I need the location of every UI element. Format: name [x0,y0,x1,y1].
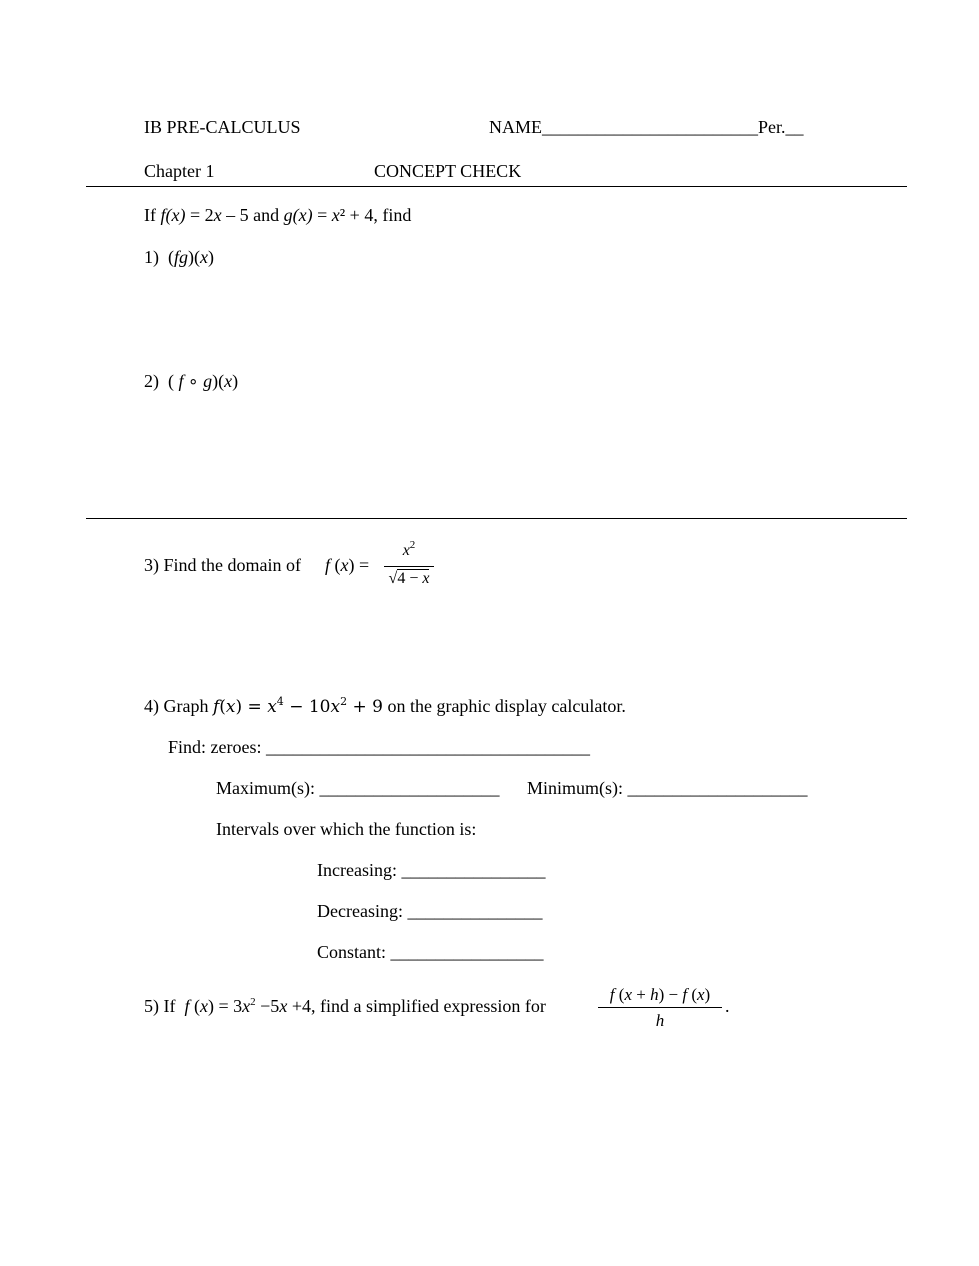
minimum-field: Minimum(s): ____________________ [527,778,808,798]
zeroes-field: Find: zeroes: ____________________________________ [168,737,590,757]
maximum-field: Maximum(s): ____________________ [216,778,500,798]
header-divider [86,186,907,187]
question-5-period: . [725,996,730,1016]
decreasing-field: Decreasing: _______________ [317,901,543,921]
increasing-field: Increasing: ________________ [317,860,546,880]
question-3-function: f (x) = [325,555,370,575]
question-3-numerator: $x^2$ [402,539,416,559]
constant-field: Constant: _________________ [317,942,544,962]
intervals-label: Intervals over which the function is: [216,819,477,839]
question-5: 5) If f $(x) = 3x^2 -5x +4$, find a simplified expression for [144,996,546,1016]
question-3-text: 3) Find the domain of [144,555,301,575]
question-5-denominator: h [655,1011,665,1030]
question-3-fraction-bar [384,566,434,567]
question-4: 4) Graph $f(x) = x^4 - 10x^2 + 9$ on the graphic display calculator. [144,695,626,717]
page-title: CONCEPT CHECK [374,161,522,181]
section-divider [86,518,907,519]
chapter-label: Chapter 1 [144,161,215,181]
question-1: 1) (fg)(x) [144,247,215,267]
course-title: IB PRE-CALCULUS [144,117,301,137]
intro-line: If f(x) = 2x – 5 and g(x) = x² + 4, find [144,205,412,225]
question-5-numerator: f (x + h) − f (x) [609,985,711,1004]
question-3-denominator: √4 − x [388,570,430,587]
question-2: 2) ( f ∘ g)(x) [144,371,239,392]
name-period-field: NAME________________________Per.__ [489,117,804,137]
question-5-fraction-bar [598,1007,722,1008]
